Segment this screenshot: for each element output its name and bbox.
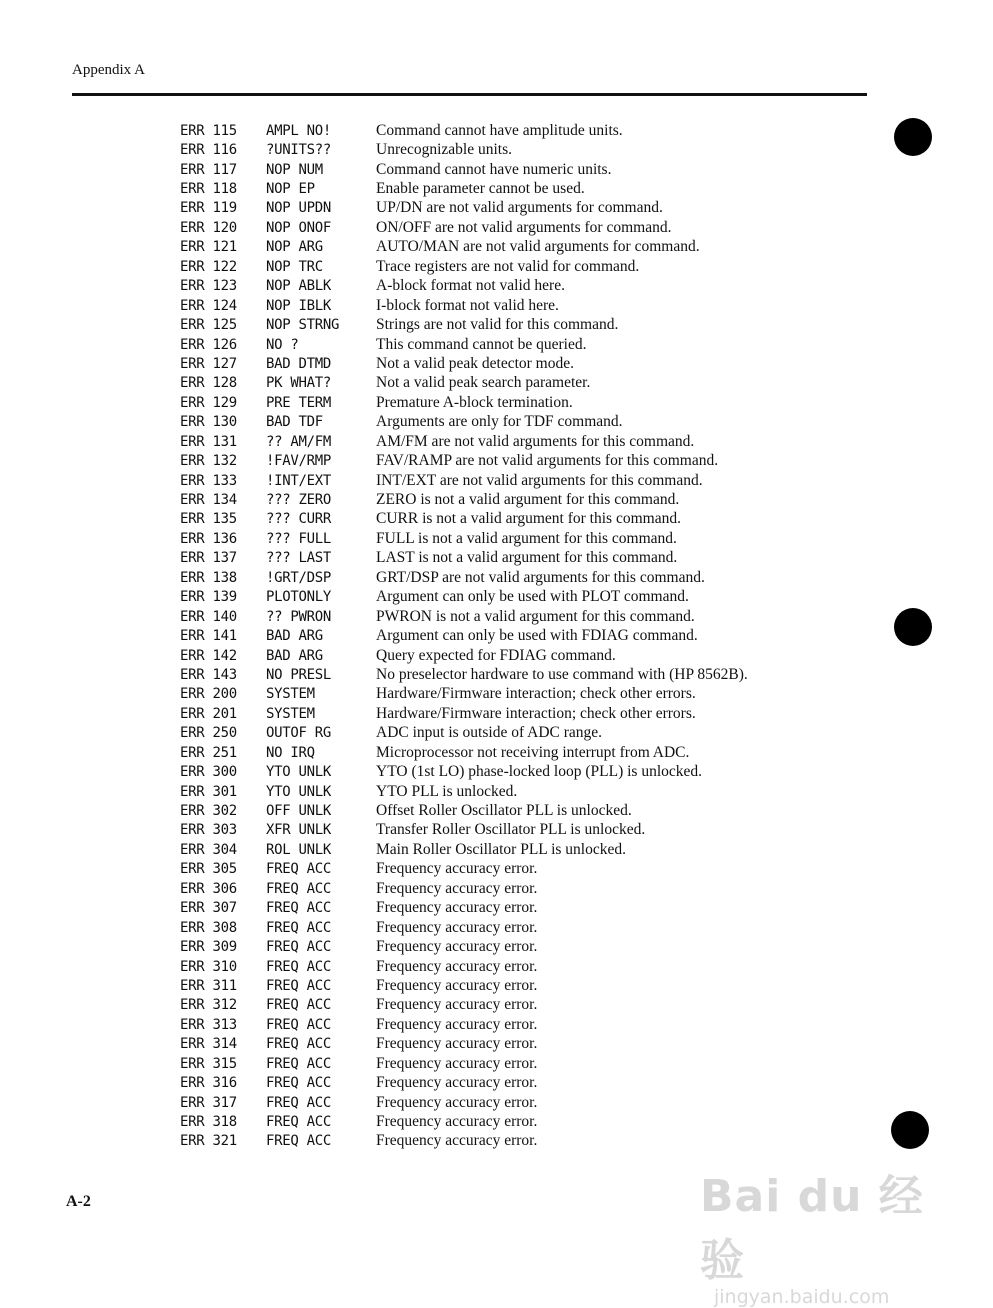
- error-mnemonic: NO IRQ: [266, 744, 315, 761]
- error-mnemonic: FREQ ACC: [266, 1036, 332, 1053]
- error-code: ERR 200: [180, 686, 237, 703]
- error-description: Offset Roller Oscillator PLL is unlocked.: [376, 802, 632, 820]
- table-row: [180, 354, 840, 373]
- error-description: YTO (1st LO) phase-locked loop (PLL) is unlocked.: [376, 763, 703, 781]
- error-code: ERR 315: [180, 1055, 237, 1072]
- error-code: ERR 316: [180, 1075, 237, 1092]
- binder-hole-top: [894, 118, 932, 156]
- error-description: Frequency accuracy error.: [376, 918, 538, 936]
- table-row: [180, 626, 840, 645]
- error-mnemonic: FREQ ACC: [266, 900, 332, 917]
- error-mnemonic: XFR UNLK: [266, 822, 332, 839]
- error-description: Frequency accuracy error.: [376, 879, 538, 897]
- table-row: [180, 762, 840, 781]
- error-mnemonic: NO ?: [266, 336, 299, 353]
- table-row: [180, 899, 840, 918]
- error-code: ERR 116: [180, 142, 237, 159]
- error-description: GRT/DSP are not valid arguments for this command.: [376, 568, 705, 586]
- table-row: [180, 840, 840, 859]
- error-mnemonic: BAD DTMD: [266, 355, 332, 372]
- error-code: ERR 302: [180, 803, 237, 820]
- error-mnemonic: YTO UNLK: [266, 764, 332, 781]
- error-mnemonic: ??? ZERO: [266, 492, 332, 509]
- error-code: ERR 121: [180, 239, 237, 256]
- error-description: No preselector hardware to use command with (HP 8562B).: [376, 665, 748, 683]
- table-row: [180, 685, 840, 704]
- error-mnemonic: NOP IBLK: [266, 297, 332, 314]
- error-code: ERR 131: [180, 433, 237, 450]
- table-row: [180, 121, 840, 140]
- error-mnemonic: FREQ ACC: [266, 1055, 332, 1072]
- error-code: ERR 318: [180, 1114, 237, 1131]
- header-rule: [72, 93, 867, 96]
- table-row: [180, 510, 840, 529]
- error-description: PWRON is not a valid argument for this command.: [376, 607, 695, 625]
- error-code: ERR 312: [180, 997, 237, 1014]
- error-code: ERR 250: [180, 725, 237, 742]
- table-row: [180, 704, 840, 723]
- error-mnemonic: FREQ ACC: [266, 1094, 332, 1111]
- error-mnemonic: OFF UNLK: [266, 803, 332, 820]
- error-mnemonic: !INT/EXT: [266, 472, 332, 489]
- table-row: [180, 1015, 840, 1034]
- table-row: [180, 860, 840, 879]
- error-description: Trace registers are not valid for command.: [376, 257, 640, 275]
- error-description: Frequency accuracy error.: [376, 1093, 538, 1111]
- error-code: ERR 140: [180, 608, 237, 625]
- error-code: ERR 134: [180, 492, 237, 509]
- error-description: Frequency accuracy error.: [376, 976, 538, 994]
- error-code: ERR 136: [180, 530, 237, 547]
- error-description: UP/DN are not valid arguments for command.: [376, 199, 663, 217]
- error-mnemonic: SYSTEM: [266, 686, 315, 703]
- table-row: [180, 607, 840, 626]
- error-code: ERR 125: [180, 317, 237, 334]
- error-description: Frequency accuracy error.: [376, 860, 538, 878]
- error-mnemonic: ?? PWRON: [266, 608, 332, 625]
- table-row: [180, 665, 840, 684]
- error-description: Transfer Roller Oscillator PLL is unlocked.: [376, 821, 646, 839]
- error-description: Frequency accuracy error.: [376, 957, 538, 975]
- watermark-url: jingyan.baidu.com: [714, 1286, 890, 1308]
- error-mnemonic: OUTOF RG: [266, 725, 332, 742]
- error-mnemonic: FREQ ACC: [266, 1114, 332, 1131]
- error-code: ERR 317: [180, 1094, 237, 1111]
- error-description: A-block format not valid here.: [376, 277, 565, 295]
- error-code: ERR 311: [180, 977, 237, 994]
- error-mnemonic: FREQ ACC: [266, 977, 332, 994]
- error-description: Arguments are only for TDF command.: [376, 413, 623, 431]
- table-row: [180, 588, 840, 607]
- table-row: [180, 1054, 840, 1073]
- error-table: [180, 121, 840, 1151]
- error-mnemonic: BAD ARG: [266, 628, 323, 645]
- error-code: ERR 139: [180, 589, 237, 606]
- table-row: [180, 490, 840, 509]
- error-code: ERR 304: [180, 841, 237, 858]
- table-row: [180, 976, 840, 995]
- error-description: AUTO/MAN are not valid arguments for command.: [376, 238, 700, 256]
- binder-hole-bottom: [891, 1111, 929, 1149]
- error-code: ERR 127: [180, 355, 237, 372]
- error-code: ERR 308: [180, 919, 237, 936]
- error-description: Enable parameter cannot be used.: [376, 180, 585, 198]
- error-code: ERR 251: [180, 744, 237, 761]
- error-mnemonic: PK WHAT?: [266, 375, 332, 392]
- table-row: [180, 257, 840, 276]
- error-mnemonic: BAD ARG: [266, 647, 323, 664]
- table-row: [180, 315, 840, 334]
- error-mnemonic: FREQ ACC: [266, 1075, 332, 1092]
- error-description: This command cannot be queried.: [376, 335, 587, 353]
- table-row: [180, 529, 840, 548]
- table-row: [180, 743, 840, 762]
- error-mnemonic: AMPL NO!: [266, 122, 332, 139]
- error-code: ERR 130: [180, 414, 237, 431]
- error-description: Query expected for FDIAG command.: [376, 646, 616, 664]
- table-row: [180, 646, 840, 665]
- error-mnemonic: NOP ABLK: [266, 278, 332, 295]
- error-code: ERR 310: [180, 958, 237, 975]
- table-row: [180, 374, 840, 393]
- table-row: [180, 413, 840, 432]
- error-description: Premature A-block termination.: [376, 393, 573, 411]
- error-code: ERR 119: [180, 200, 237, 217]
- page-number: A-2: [66, 1193, 91, 1210]
- error-description: Not a valid peak search parameter.: [376, 374, 591, 392]
- error-code: ERR 118: [180, 181, 237, 198]
- table-row: [180, 218, 840, 237]
- error-description: Strings are not valid for this command.: [376, 316, 619, 334]
- binder-hole-middle: [894, 608, 932, 646]
- error-description: Frequency accuracy error.: [376, 1015, 538, 1033]
- page-header: Appendix A: [72, 62, 145, 78]
- error-code: ERR 309: [180, 939, 237, 956]
- error-code: ERR 137: [180, 550, 237, 567]
- error-code: ERR 122: [180, 258, 237, 275]
- table-row: [180, 996, 840, 1015]
- error-mnemonic: FREQ ACC: [266, 1133, 332, 1150]
- error-mnemonic: FREQ ACC: [266, 1016, 332, 1033]
- error-code: ERR 141: [180, 628, 237, 645]
- error-code: ERR 306: [180, 880, 237, 897]
- error-description: FAV/RAMP are not valid arguments for this command.: [376, 452, 719, 470]
- table-row: [180, 335, 840, 354]
- error-code: ERR 303: [180, 822, 237, 839]
- error-code: ERR 142: [180, 647, 237, 664]
- table-row: [180, 1112, 840, 1131]
- error-mnemonic: NOP STRNG: [266, 317, 340, 334]
- error-description: Not a valid peak detector mode.: [376, 354, 574, 372]
- error-description: AM/FM are not valid arguments for this command.: [376, 432, 695, 450]
- error-mnemonic: !FAV/RMP: [266, 453, 332, 470]
- error-description: Main Roller Oscillator PLL is unlocked.: [376, 840, 626, 858]
- table-row: [180, 451, 840, 470]
- error-code: ERR 129: [180, 394, 237, 411]
- table-row: [180, 879, 840, 898]
- error-mnemonic: FREQ ACC: [266, 997, 332, 1014]
- table-row: [180, 821, 840, 840]
- error-description: LAST is not a valid argument for this command.: [376, 549, 678, 567]
- error-description: Frequency accuracy error.: [376, 1113, 538, 1131]
- error-mnemonic: NO PRESL: [266, 666, 332, 683]
- error-code: ERR 143: [180, 666, 237, 683]
- error-code: ERR 124: [180, 297, 237, 314]
- table-row: [180, 801, 840, 820]
- table-row: [180, 782, 840, 801]
- table-row: [180, 199, 840, 218]
- table-row: [180, 957, 840, 976]
- error-mnemonic: FREQ ACC: [266, 958, 332, 975]
- error-code: ERR 117: [180, 161, 237, 178]
- error-code: ERR 307: [180, 900, 237, 917]
- error-mnemonic: FREQ ACC: [266, 919, 332, 936]
- error-description: Frequency accuracy error.: [376, 996, 538, 1014]
- error-mnemonic: ??? LAST: [266, 550, 332, 567]
- error-code: ERR 120: [180, 219, 237, 236]
- error-code: ERR 138: [180, 569, 237, 586]
- table-row: [180, 393, 840, 412]
- table-row: [180, 549, 840, 568]
- error-code: ERR 305: [180, 861, 237, 878]
- error-description: ADC input is outside of ADC range.: [376, 724, 603, 742]
- table-row: [180, 471, 840, 490]
- table-row: [180, 296, 840, 315]
- table-row: [180, 937, 840, 956]
- error-code: ERR 301: [180, 783, 237, 800]
- error-code: ERR 132: [180, 453, 237, 470]
- error-mnemonic: FREQ ACC: [266, 861, 332, 878]
- error-description: FULL is not a valid argument for this command.: [376, 529, 677, 547]
- error-description: CURR is not a valid argument for this command.: [376, 510, 681, 528]
- table-row: [180, 238, 840, 257]
- error-mnemonic: ??? CURR: [266, 511, 332, 528]
- error-description: YTO PLL is unlocked.: [376, 782, 518, 800]
- error-code: ERR 135: [180, 511, 237, 528]
- error-code: ERR 201: [180, 705, 237, 722]
- error-description: Frequency accuracy error.: [376, 899, 538, 917]
- table-row: [180, 140, 840, 159]
- error-description: Frequency accuracy error.: [376, 1074, 538, 1092]
- error-code: ERR 314: [180, 1036, 237, 1053]
- error-mnemonic: ??? FULL: [266, 530, 332, 547]
- watermark: [700, 1160, 960, 1308]
- error-description: Frequency accuracy error.: [376, 938, 538, 956]
- error-code: ERR 123: [180, 278, 237, 295]
- error-description: Argument can only be used with FDIAG command.: [376, 627, 698, 645]
- table-row: [180, 1093, 840, 1112]
- table-row: [180, 568, 840, 587]
- error-description: Command cannot have numeric units.: [376, 160, 612, 178]
- error-mnemonic: NOP ONOF: [266, 219, 332, 236]
- error-description: Microprocessor not receiving interrupt from ADC.: [376, 743, 690, 761]
- error-mnemonic: ROL UNLK: [266, 841, 332, 858]
- error-mnemonic: YTO UNLK: [266, 783, 332, 800]
- error-code: ERR 313: [180, 1016, 237, 1033]
- table-row: [180, 724, 840, 743]
- table-row: [180, 918, 840, 937]
- table-row: [180, 179, 840, 198]
- error-description: ZERO is not a valid argument for this command.: [376, 491, 680, 509]
- table-row: [180, 277, 840, 296]
- error-code: ERR 300: [180, 764, 237, 781]
- error-description: Hardware/Firmware interaction; check other errors.: [376, 685, 696, 703]
- error-description: INT/EXT are not valid arguments for this command.: [376, 471, 703, 489]
- error-mnemonic: ?UNITS??: [266, 142, 332, 159]
- error-mnemonic: FREQ ACC: [266, 939, 332, 956]
- error-description: ON/OFF are not valid arguments for command.: [376, 218, 672, 236]
- error-description: Hardware/Firmware interaction; check other errors.: [376, 704, 696, 722]
- error-code: ERR 133: [180, 472, 237, 489]
- error-mnemonic: PRE TERM: [266, 394, 332, 411]
- error-mnemonic: ?? AM/FM: [266, 433, 332, 450]
- error-description: Unrecognizable units.: [376, 141, 513, 159]
- error-description: Argument can only be used with PLOT command.: [376, 588, 689, 606]
- error-description: I-block format not valid here.: [376, 296, 559, 314]
- watermark-brand: Bai du 经验: [700, 1171, 924, 1286]
- error-mnemonic: NOP TRC: [266, 258, 323, 275]
- error-mnemonic: NOP ARG: [266, 239, 323, 256]
- error-description: Frequency accuracy error.: [376, 1132, 538, 1150]
- error-mnemonic: FREQ ACC: [266, 880, 332, 897]
- error-mnemonic: PLOTONLY: [266, 589, 332, 606]
- table-row: [180, 160, 840, 179]
- error-mnemonic: NOP UPDN: [266, 200, 332, 217]
- table-row: [180, 1073, 840, 1092]
- error-description: Frequency accuracy error.: [376, 1035, 538, 1053]
- error-mnemonic: !GRT/DSP: [266, 569, 332, 586]
- error-code: ERR 115: [180, 122, 237, 139]
- error-mnemonic: BAD TDF: [266, 414, 323, 431]
- error-mnemonic: NOP NUM: [266, 161, 323, 178]
- table-row: [180, 1035, 840, 1054]
- error-code: ERR 128: [180, 375, 237, 392]
- error-mnemonic: NOP EP: [266, 181, 315, 198]
- error-code: ERR 321: [180, 1133, 237, 1150]
- error-code: ERR 126: [180, 336, 237, 353]
- table-row: [180, 432, 840, 451]
- error-description: Command cannot have amplitude units.: [376, 121, 623, 139]
- table-row: [180, 1132, 840, 1151]
- error-description: Frequency accuracy error.: [376, 1054, 538, 1072]
- error-mnemonic: SYSTEM: [266, 705, 315, 722]
